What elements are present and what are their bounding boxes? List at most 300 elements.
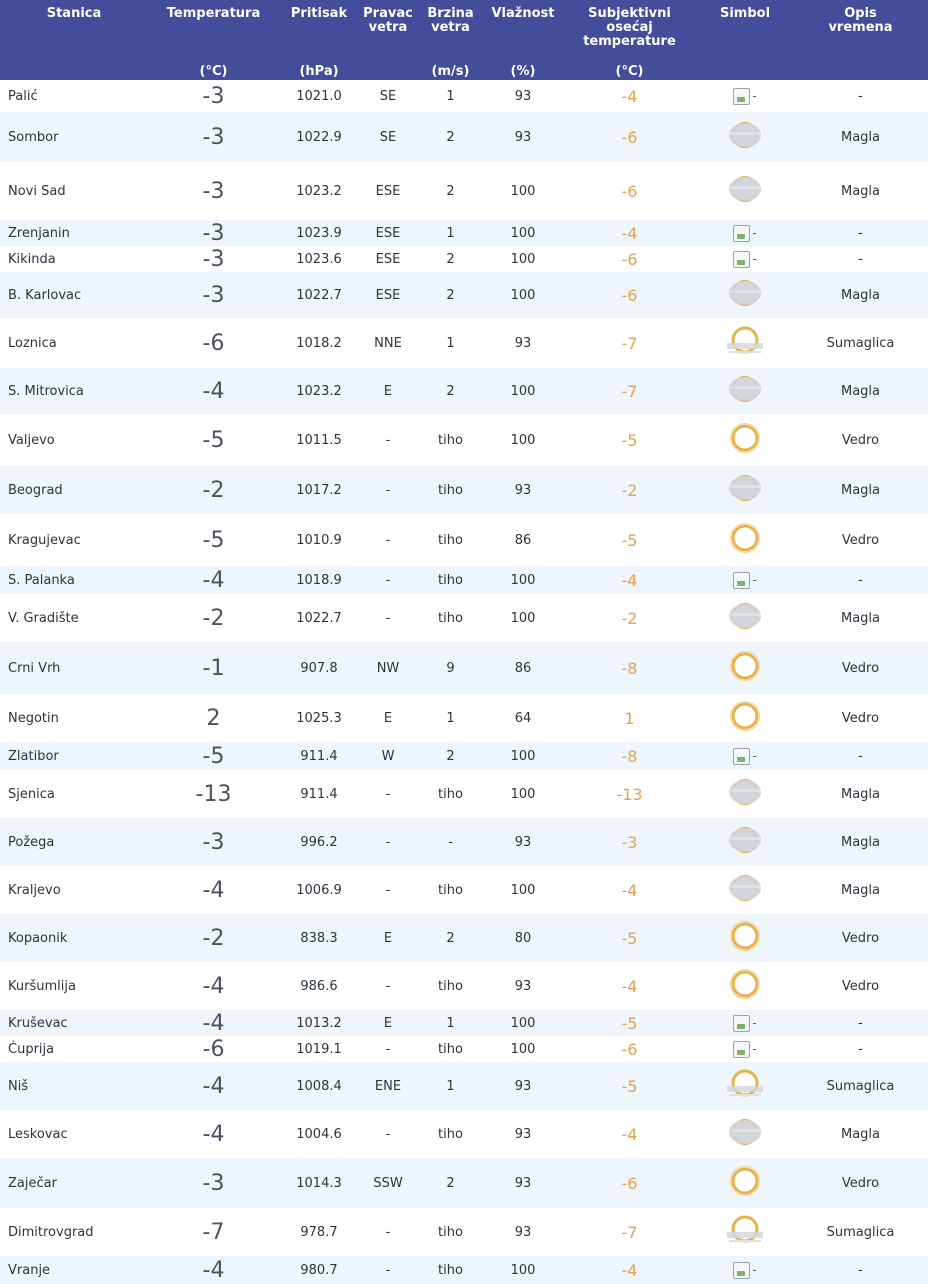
- wind-speed-cell: tiho: [417, 466, 484, 514]
- table-row: [0, 466, 928, 514]
- broken-image-icon: [733, 251, 750, 268]
- table-row: [0, 1110, 928, 1158]
- feels-like-cell: -6: [562, 1036, 697, 1062]
- wind-speed-cell: tiho: [417, 414, 484, 466]
- wind-speed-cell: 2: [417, 742, 484, 770]
- fog-icon: [727, 777, 763, 811]
- fog-icon: [727, 374, 763, 408]
- table-row: [0, 112, 928, 162]
- haze-icon: [725, 323, 765, 363]
- pressure-cell: 1017.2: [279, 466, 359, 514]
- broken-image-icon: [733, 88, 750, 105]
- clear-icon: [727, 420, 763, 460]
- symbol-cell: [697, 1110, 793, 1158]
- description-cell: Vedro: [793, 962, 928, 1010]
- temperature-cell: -3: [148, 162, 279, 220]
- wind-direction-cell: NNE: [359, 318, 417, 368]
- description-cell: Vedro: [793, 414, 928, 466]
- symbol-cell: [697, 414, 793, 466]
- humidity-cell: 100: [484, 1256, 562, 1284]
- description-cell: Magla: [793, 770, 928, 818]
- table-row: [0, 1062, 928, 1110]
- table-row: [0, 318, 928, 368]
- symbol-cell: [697, 962, 793, 1010]
- description-cell: Magla: [793, 866, 928, 914]
- description-cell: -: [793, 742, 928, 770]
- clear-icon: [727, 918, 763, 958]
- humidity-cell: 93: [484, 818, 562, 866]
- description-cell: Sumaglica: [793, 318, 928, 368]
- symbol-cell: [697, 162, 793, 220]
- wind-direction-cell: ESE: [359, 272, 417, 318]
- wind-direction-cell: ESE: [359, 162, 417, 220]
- temperature-cell: -4: [148, 1110, 279, 1158]
- temperature-cell: -4: [148, 566, 279, 594]
- description-cell: Sumaglica: [793, 1062, 928, 1110]
- table-row: [0, 220, 928, 246]
- wind-speed-cell: tiho: [417, 770, 484, 818]
- wind-speed-cell: 1: [417, 1062, 484, 1110]
- station-cell: S. Palanka: [0, 566, 148, 594]
- description-cell: Magla: [793, 818, 928, 866]
- temperature-cell: -3: [148, 112, 279, 162]
- temperature-cell: -5: [148, 514, 279, 566]
- humidity-cell: 100: [484, 1036, 562, 1062]
- feels-like-cell: -4: [562, 566, 697, 594]
- feels-like-cell: -6: [562, 112, 697, 162]
- header-wind-speed: Brzina vetra (m/s): [417, 0, 484, 80]
- temperature-cell: -4: [148, 1062, 279, 1110]
- fog-icon: [727, 174, 763, 208]
- wind-direction-cell: -: [359, 818, 417, 866]
- wind-speed-cell: 2: [417, 112, 484, 162]
- table-row: [0, 818, 928, 866]
- station-cell: Kuršumlija: [0, 962, 148, 1010]
- table-row: [0, 414, 928, 466]
- wind-direction-cell: E: [359, 694, 417, 742]
- broken-image-icon: [733, 1041, 750, 1058]
- temperature-cell: -3: [148, 246, 279, 272]
- haze-icon: [725, 1066, 765, 1106]
- pressure-cell: 911.4: [279, 770, 359, 818]
- feels-like-cell: -7: [562, 318, 697, 368]
- broken-image-icon: [733, 1262, 750, 1279]
- humidity-cell: 93: [484, 1062, 562, 1110]
- table-row: [0, 1158, 928, 1208]
- wind-speed-cell: tiho: [417, 866, 484, 914]
- description-cell: Vedro: [793, 642, 928, 694]
- haze-icon: [725, 1212, 765, 1252]
- wind-direction-cell: E: [359, 368, 417, 414]
- symbol-cell: [697, 770, 793, 818]
- feels-like-cell: -8: [562, 742, 697, 770]
- broken-image-alt: -: [752, 749, 757, 763]
- table-row: [0, 694, 928, 742]
- description-cell: -: [793, 566, 928, 594]
- pressure-cell: 1025.3: [279, 694, 359, 742]
- wind-speed-cell: 2: [417, 246, 484, 272]
- temperature-cell: -4: [148, 866, 279, 914]
- symbol-cell: [697, 742, 793, 770]
- temperature-cell: 2: [148, 694, 279, 742]
- feels-like-cell: -4: [562, 1110, 697, 1158]
- wind-direction-cell: -: [359, 1256, 417, 1284]
- station-cell: Crni Vrh: [0, 642, 148, 694]
- fog-icon: [727, 825, 763, 859]
- humidity-cell: 93: [484, 466, 562, 514]
- broken-image-icon: [733, 225, 750, 242]
- wind-direction-cell: ESE: [359, 246, 417, 272]
- table-row: [0, 246, 928, 272]
- temperature-cell: -13: [148, 770, 279, 818]
- symbol-cell: [697, 1036, 793, 1062]
- wind-direction-cell: -: [359, 566, 417, 594]
- humidity-cell: 100: [484, 742, 562, 770]
- station-cell: Kikinda: [0, 246, 148, 272]
- description-cell: -: [793, 1036, 928, 1062]
- temperature-cell: -3: [148, 220, 279, 246]
- broken-image-alt: -: [752, 573, 757, 587]
- feels-like-cell: -5: [562, 1010, 697, 1036]
- wind-direction-cell: -: [359, 866, 417, 914]
- humidity-cell: 93: [484, 318, 562, 368]
- wind-speed-cell: 1: [417, 318, 484, 368]
- station-cell: Kruševac: [0, 1010, 148, 1036]
- humidity-cell: 100: [484, 866, 562, 914]
- wind-direction-cell: -: [359, 466, 417, 514]
- humidity-cell: 93: [484, 1158, 562, 1208]
- temperature-cell: -1: [148, 642, 279, 694]
- temperature-cell: -6: [148, 1036, 279, 1062]
- wind-speed-cell: tiho: [417, 594, 484, 642]
- pressure-cell: 1023.2: [279, 368, 359, 414]
- feels-like-cell: -4: [562, 962, 697, 1010]
- description-cell: Magla: [793, 1110, 928, 1158]
- wind-direction-cell: -: [359, 1208, 417, 1256]
- header-description: Opis vremena: [793, 0, 928, 80]
- wind-direction-cell: -: [359, 1036, 417, 1062]
- description-cell: Magla: [793, 466, 928, 514]
- symbol-cell: [697, 1208, 793, 1256]
- station-cell: Kragujevac: [0, 514, 148, 566]
- feels-like-cell: -5: [562, 414, 697, 466]
- temperature-cell: -3: [148, 1158, 279, 1208]
- pressure-cell: 1014.3: [279, 1158, 359, 1208]
- wind-speed-cell: 2: [417, 162, 484, 220]
- description-cell: Vedro: [793, 514, 928, 566]
- humidity-cell: 100: [484, 770, 562, 818]
- wind-speed-cell: tiho: [417, 1256, 484, 1284]
- humidity-cell: 93: [484, 80, 562, 112]
- wind-direction-cell: SE: [359, 80, 417, 112]
- station-cell: Loznica: [0, 318, 148, 368]
- pressure-cell: 1019.1: [279, 1036, 359, 1062]
- feels-like-cell: -6: [562, 246, 697, 272]
- table-row: [0, 368, 928, 414]
- station-cell: Zaječar: [0, 1158, 148, 1208]
- symbol-cell: [697, 466, 793, 514]
- temperature-cell: -4: [148, 1010, 279, 1036]
- wind-direction-cell: SE: [359, 112, 417, 162]
- station-cell: Dimitrovgrad: [0, 1208, 148, 1256]
- station-cell: Valjevo: [0, 414, 148, 466]
- symbol-cell: [697, 1010, 793, 1036]
- station-cell: S. Mitrovica: [0, 368, 148, 414]
- clear-icon: [727, 648, 763, 688]
- clear-icon: [727, 520, 763, 560]
- wind-speed-cell: tiho: [417, 566, 484, 594]
- symbol-cell: [697, 318, 793, 368]
- broken-image-icon: [733, 1015, 750, 1032]
- station-cell: Palić: [0, 80, 148, 112]
- symbol-cell: [697, 1158, 793, 1208]
- table-row: [0, 742, 928, 770]
- table-row: [0, 80, 928, 112]
- symbol-cell: [697, 368, 793, 414]
- wind-speed-cell: 1: [417, 694, 484, 742]
- pressure-cell: 1022.7: [279, 272, 359, 318]
- header-pressure-unit: (hPa): [299, 64, 339, 79]
- humidity-cell: 100: [484, 594, 562, 642]
- description-cell: -: [793, 246, 928, 272]
- broken-image-alt: -: [752, 89, 757, 103]
- symbol-cell: [697, 566, 793, 594]
- humidity-cell: 93: [484, 112, 562, 162]
- table-row: [0, 566, 928, 594]
- humidity-cell: 100: [484, 162, 562, 220]
- header-pressure: Pritisak (hPa): [279, 0, 359, 80]
- pressure-cell: 1023.6: [279, 246, 359, 272]
- wind-speed-cell: 9: [417, 642, 484, 694]
- table-row: [0, 514, 928, 566]
- symbol-cell: [697, 818, 793, 866]
- feels-like-cell: -4: [562, 866, 697, 914]
- wind-speed-cell: tiho: [417, 1110, 484, 1158]
- wind-speed-cell: tiho: [417, 514, 484, 566]
- station-cell: Sjenica: [0, 770, 148, 818]
- symbol-cell: [697, 642, 793, 694]
- symbol-cell: [697, 272, 793, 318]
- station-cell: Ćuprija: [0, 1036, 148, 1062]
- wind-direction-cell: ENE: [359, 1062, 417, 1110]
- humidity-cell: 100: [484, 414, 562, 466]
- temperature-cell: -2: [148, 466, 279, 514]
- temperature-cell: -5: [148, 742, 279, 770]
- table-row: [0, 866, 928, 914]
- temperature-cell: -4: [148, 368, 279, 414]
- symbol-cell: [697, 1062, 793, 1110]
- table-row: [0, 272, 928, 318]
- table-row: [0, 1208, 928, 1256]
- feels-like-cell: 1: [562, 694, 697, 742]
- header-wind-speed-unit: (m/s): [431, 64, 470, 79]
- pressure-cell: 996.2: [279, 818, 359, 866]
- feels-like-cell: -6: [562, 162, 697, 220]
- feels-like-cell: -5: [562, 914, 697, 962]
- table-row: [0, 642, 928, 694]
- broken-image-alt: -: [752, 1042, 757, 1056]
- temperature-cell: -5: [148, 414, 279, 466]
- humidity-cell: 93: [484, 962, 562, 1010]
- station-cell: Sombor: [0, 112, 148, 162]
- humidity-cell: 80: [484, 914, 562, 962]
- table-row: [0, 594, 928, 642]
- humidity-cell: 100: [484, 272, 562, 318]
- feels-like-cell: -5: [562, 514, 697, 566]
- table-row: [0, 1036, 928, 1062]
- pressure-cell: 1004.6: [279, 1110, 359, 1158]
- wind-direction-cell: ESE: [359, 220, 417, 246]
- fog-icon: [727, 278, 763, 312]
- humidity-cell: 100: [484, 246, 562, 272]
- station-cell: Niš: [0, 1062, 148, 1110]
- wind-speed-cell: 1: [417, 220, 484, 246]
- description-cell: -: [793, 1256, 928, 1284]
- feels-like-cell: -5: [562, 1062, 697, 1110]
- broken-image-alt: -: [752, 1263, 757, 1277]
- pressure-cell: 1013.2: [279, 1010, 359, 1036]
- pressure-cell: 1023.9: [279, 220, 359, 246]
- header-row: [0, 0, 928, 80]
- temperature-cell: -4: [148, 1256, 279, 1284]
- humidity-cell: 93: [484, 1110, 562, 1158]
- station-cell: V. Gradište: [0, 594, 148, 642]
- clear-icon: [727, 1163, 763, 1203]
- pressure-cell: 1018.9: [279, 566, 359, 594]
- pressure-cell: 907.8: [279, 642, 359, 694]
- wind-speed-cell: 1: [417, 1010, 484, 1036]
- wind-speed-cell: tiho: [417, 1036, 484, 1062]
- fog-icon: [727, 601, 763, 635]
- pressure-cell: 1023.2: [279, 162, 359, 220]
- wind-speed-cell: 2: [417, 272, 484, 318]
- header-temperature: Temperatura (°C): [148, 0, 279, 80]
- feels-like-cell: -6: [562, 272, 697, 318]
- wind-direction-cell: -: [359, 414, 417, 466]
- description-cell: Magla: [793, 162, 928, 220]
- description-cell: Vedro: [793, 694, 928, 742]
- wind-direction-cell: E: [359, 1010, 417, 1036]
- feels-like-cell: -13: [562, 770, 697, 818]
- humidity-cell: 100: [484, 368, 562, 414]
- wind-direction-cell: SSW: [359, 1158, 417, 1208]
- wind-direction-cell: NW: [359, 642, 417, 694]
- description-cell: -: [793, 220, 928, 246]
- feels-like-cell: -4: [562, 80, 697, 112]
- symbol-cell: [697, 112, 793, 162]
- pressure-cell: 986.6: [279, 962, 359, 1010]
- symbol-cell: [697, 914, 793, 962]
- description-cell: Magla: [793, 272, 928, 318]
- broken-image-icon: [733, 572, 750, 589]
- pressure-cell: 1022.7: [279, 594, 359, 642]
- temperature-cell: -3: [148, 80, 279, 112]
- humidity-cell: 86: [484, 514, 562, 566]
- broken-image-alt: -: [752, 226, 757, 240]
- humidity-cell: 93: [484, 1208, 562, 1256]
- clear-icon: [727, 698, 763, 738]
- table-row: [0, 1256, 928, 1284]
- pressure-cell: 911.4: [279, 742, 359, 770]
- description-cell: Vedro: [793, 914, 928, 962]
- wind-speed-cell: tiho: [417, 1208, 484, 1256]
- table-row: [0, 914, 928, 962]
- temperature-cell: -3: [148, 272, 279, 318]
- wind-direction-cell: W: [359, 742, 417, 770]
- humidity-cell: 100: [484, 566, 562, 594]
- fog-icon: [727, 873, 763, 907]
- station-cell: B. Karlovac: [0, 272, 148, 318]
- pressure-cell: 1021.0: [279, 80, 359, 112]
- table-row: [0, 162, 928, 220]
- wind-direction-cell: -: [359, 1110, 417, 1158]
- symbol-cell: [697, 246, 793, 272]
- pressure-cell: 978.7: [279, 1208, 359, 1256]
- symbol-cell: [697, 220, 793, 246]
- clear-icon: [727, 966, 763, 1006]
- description-cell: Magla: [793, 594, 928, 642]
- feels-like-cell: -7: [562, 1208, 697, 1256]
- feels-like-cell: -3: [562, 818, 697, 866]
- feels-like-cell: -6: [562, 1158, 697, 1208]
- station-cell: Leskovac: [0, 1110, 148, 1158]
- pressure-cell: 1011.5: [279, 414, 359, 466]
- wind-direction-cell: -: [359, 770, 417, 818]
- feels-like-cell: -8: [562, 642, 697, 694]
- station-cell: Kraljevo: [0, 866, 148, 914]
- station-cell: Vranje: [0, 1256, 148, 1284]
- description-cell: Magla: [793, 112, 928, 162]
- station-cell: Negotin: [0, 694, 148, 742]
- temperature-cell: -2: [148, 914, 279, 962]
- table-row: [0, 962, 928, 1010]
- header-feels-like: Subjektivni osećaj temperature (°C): [562, 0, 697, 80]
- temperature-cell: -3: [148, 818, 279, 866]
- description-cell: Vedro: [793, 1158, 928, 1208]
- station-cell: Zlatibor: [0, 742, 148, 770]
- station-cell: Beograd: [0, 466, 148, 514]
- pressure-cell: 1022.9: [279, 112, 359, 162]
- symbol-cell: [697, 1256, 793, 1284]
- station-cell: Kopaonik: [0, 914, 148, 962]
- wind-speed-cell: 1: [417, 80, 484, 112]
- wind-direction-cell: -: [359, 594, 417, 642]
- feels-like-cell: -4: [562, 220, 697, 246]
- wind-direction-cell: E: [359, 914, 417, 962]
- wind-speed-cell: 2: [417, 914, 484, 962]
- pressure-cell: 1006.9: [279, 866, 359, 914]
- symbol-cell: [697, 866, 793, 914]
- header-humidity-unit: (%): [510, 64, 536, 79]
- wind-speed-cell: -: [417, 818, 484, 866]
- fog-icon: [727, 473, 763, 507]
- humidity-cell: 86: [484, 642, 562, 694]
- wind-direction-cell: -: [359, 514, 417, 566]
- station-cell: Požega: [0, 818, 148, 866]
- description-cell: -: [793, 1010, 928, 1036]
- wind-speed-cell: 2: [417, 1158, 484, 1208]
- table-row: [0, 770, 928, 818]
- humidity-cell: 100: [484, 220, 562, 246]
- temperature-cell: -4: [148, 962, 279, 1010]
- station-cell: Zrenjanin: [0, 220, 148, 246]
- table-body: [0, 80, 928, 1284]
- humidity-cell: 64: [484, 694, 562, 742]
- temperature-cell: -2: [148, 594, 279, 642]
- pressure-cell: 838.3: [279, 914, 359, 962]
- broken-image-alt: -: [752, 252, 757, 266]
- feels-like-cell: -7: [562, 368, 697, 414]
